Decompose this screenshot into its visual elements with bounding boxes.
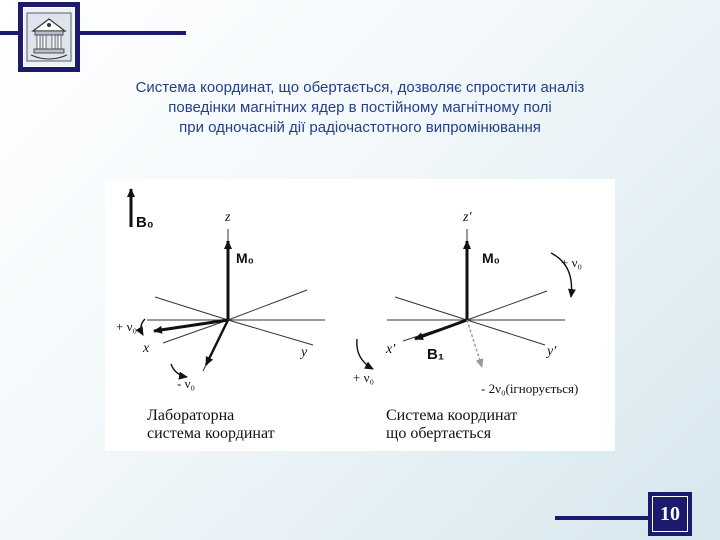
plus-nu-top-label: + ν₀ [561, 255, 582, 270]
header-rule-left [0, 31, 18, 35]
radial-line-upper-right-2 [467, 291, 547, 320]
right-caption-line-1: Система координат [386, 407, 518, 424]
radial-line-upper-left [155, 297, 228, 320]
university-emblem-icon [23, 7, 75, 67]
y-prime-axis [467, 320, 545, 345]
rotating-frame [353, 210, 582, 442]
b1-vector [415, 320, 467, 339]
x-prime-label: x′ [386, 342, 396, 357]
b0-label: B₀ [136, 214, 154, 231]
m0-label: M₀ [236, 250, 254, 266]
ignored-component-vector [467, 320, 482, 367]
right-caption-line-2: що обертається [386, 425, 492, 442]
plus-nu-label: + ν₀ [116, 319, 137, 334]
footer-rule [555, 516, 648, 520]
rf-vector-plus [154, 320, 228, 331]
title-line-1: Система координат, що обертається, дозволяє спростити аналіз [135, 79, 585, 96]
z-prime-label: z′ [463, 210, 472, 225]
page-number-badge [648, 492, 692, 536]
plus-nu-bottom-label: + ν₀ [353, 370, 374, 385]
y-axis-label: y [301, 345, 308, 360]
m0-prime-label: M₀ [482, 250, 500, 266]
plus-rotation-arrow [141, 319, 145, 335]
left-caption-line-2: система координат [147, 425, 275, 442]
x-axis-label: x [143, 341, 150, 356]
left-caption-line-1: Лабораторна [147, 407, 235, 424]
y-axis [228, 320, 313, 345]
plus-nu-bottom-arrow [357, 339, 373, 369]
title-line-3: при одночасній дії радіочастотного випромінювання [179, 119, 541, 136]
title-line-2: поведінки магнітних ядер в постійному магнітному полі [168, 99, 552, 116]
radial-line-upper-left-2 [395, 297, 467, 320]
z-axis-label: z [225, 210, 231, 225]
slide-title [60, 78, 660, 138]
coordinate-systems-figure [105, 179, 615, 451]
minus-nu-label: - ν₀ [177, 376, 195, 391]
radial-line-upper-right [228, 290, 307, 320]
logo-frame [18, 2, 80, 72]
minus-2nu-label: - 2ν₀(ігнорується) [481, 381, 579, 396]
header-rule-right [80, 31, 186, 35]
y-prime-label: y′ [547, 344, 557, 359]
laboratory-frame [116, 189, 325, 442]
page-number: 10 [652, 496, 688, 532]
b1-label: B₁ [427, 346, 445, 363]
